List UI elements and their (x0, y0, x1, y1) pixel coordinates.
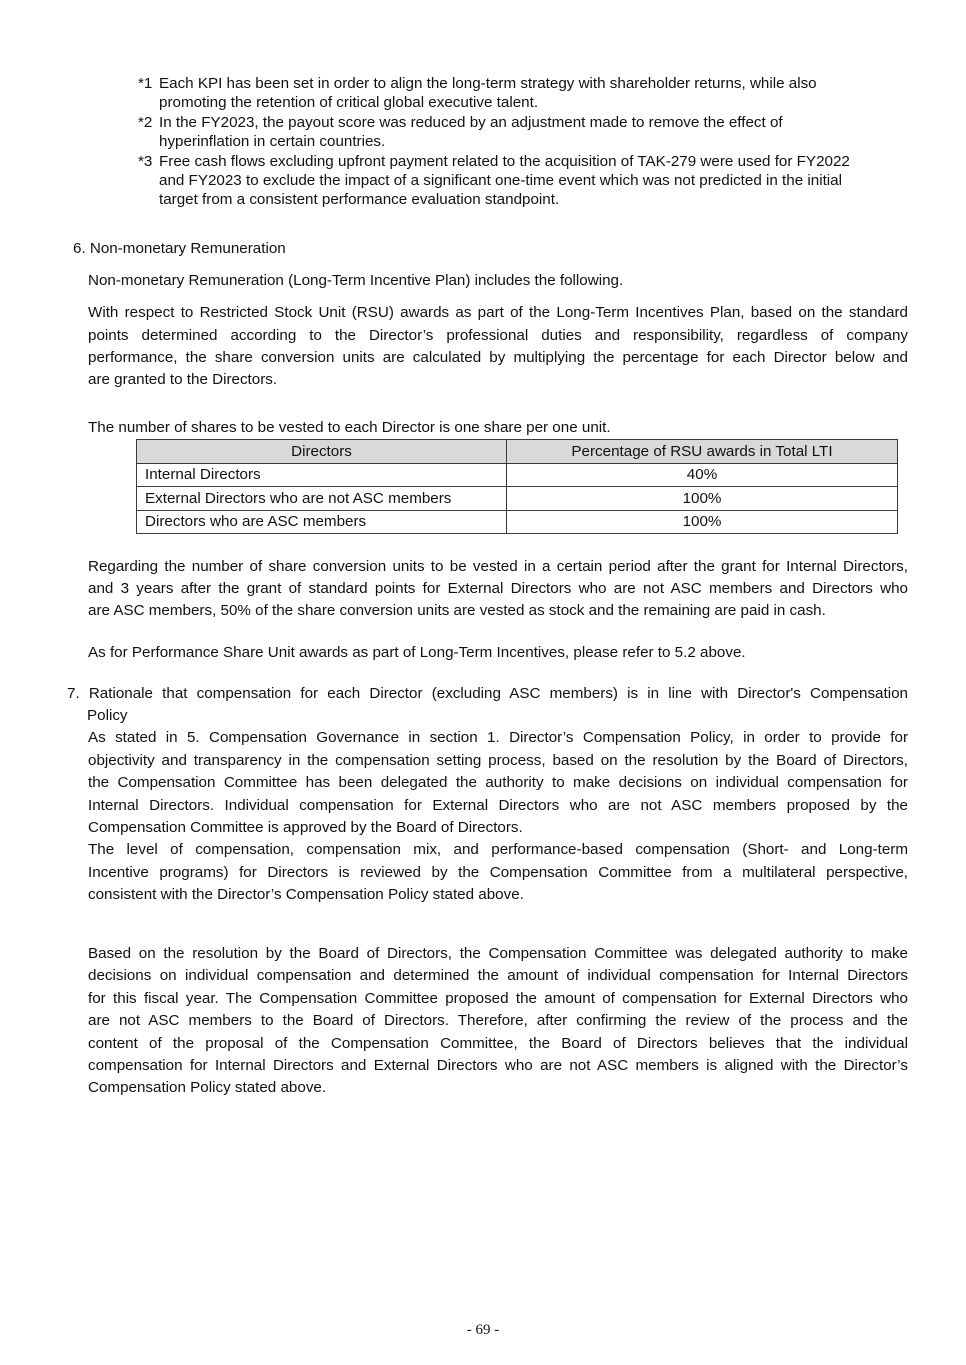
paragraph-line: are not ASC members to the Board of Directors. Therefore, after confirming the review of the process and the (88, 1012, 908, 1029)
paragraph-line: points determined according to the Director’s professional duties and responsibility, regardless of company (88, 327, 908, 344)
footnote-marker: *2 (138, 114, 153, 131)
paragraph-line: are granted to the Directors. (88, 371, 278, 388)
paragraph-line: Compensation Committee is approved by the Board of Directors. (88, 819, 523, 836)
footnote-marker: *3 (138, 153, 153, 170)
table-row (137, 510, 898, 534)
director-type-cell: Directors who are ASC members (137, 510, 507, 534)
section-6-heading: 6. Non-monetary Remuneration (73, 240, 286, 257)
psu-note: As for Performance Share Unit awards as part of Long-Term Incentives, please refer to 5.2 above. (88, 644, 746, 661)
footnote-text: target from a consistent performance evaluation standpoint. (159, 191, 560, 208)
paragraph-line: Regarding the number of share conversion units to be vested in a certain period after the grant for Internal Directors, (88, 558, 908, 575)
table-row (137, 487, 898, 511)
paragraph-line: Internal Directors. Individual compensation for External Directors who are not ASC members proposed by the (88, 797, 908, 814)
heading-line: 7. Rationale that compensation for each Director (excluding ASC members) is in line with Director's Compensation (67, 685, 908, 702)
paragraph-line: objectivity and transparency in the compensation setting process, based on the resolution by the Board of Directors, (88, 752, 908, 769)
column-header-percentage: Percentage of RSU awards in Total LTI (507, 440, 898, 464)
table-row (137, 463, 898, 487)
paragraph-line: As stated in 5. Compensation Governance in section 1. Director’s Compensation Policy, in order to provide for (88, 729, 908, 746)
page-number: - 69 - (466, 1322, 500, 1338)
footnote-text: In the FY2023, the payout score was reduced by an adjustment made to remove the effect of (159, 114, 783, 131)
paragraph-line: With respect to Restricted Stock Unit (RSU) awards as part of the Long-Term Incentives Plan, based on the standard (88, 304, 908, 321)
director-type-cell: Internal Directors (137, 463, 507, 487)
footnote-text: and FY2023 to exclude the impact of a significant one-time event which was not predicted in the initial (159, 172, 842, 189)
paragraph-line: Compensation Policy stated above. (88, 1079, 327, 1096)
paragraph-line: compensation for Internal Directors and External Directors who are not ASC members is aligned with the Director’s (88, 1057, 908, 1074)
rsu-percentage-table (136, 439, 898, 534)
footnote-marker: *1 (138, 75, 153, 92)
percentage-cell: 40% (507, 463, 898, 487)
paragraph-line: are ASC members, 50% of the share conversion units are vested as stock and the remaining are paid in cash. (88, 602, 826, 619)
footnote-text: promoting the retention of critical global executive talent. (159, 94, 539, 111)
footnote-text: hyperinflation in certain countries. (159, 133, 386, 150)
section-6-intro: Non-monetary Remuneration (Long-Term Incentive Plan) includes the following. (88, 272, 624, 289)
paragraph-line: decisions on individual compensation and determined the amount of individual compensation for Internal Directors (88, 967, 908, 984)
paragraph-line: content of the proposal of the Compensation Committee, the Board of Directors believes that the individual (88, 1035, 908, 1052)
percentage-cell: 100% (507, 510, 898, 534)
footnote-text: Free cash flows excluding upfront payment related to the acquisition of TAK-279 were used for FY2022 (159, 153, 850, 170)
shares-note: The number of shares to be vested to each Director is one share per one unit. (88, 419, 611, 436)
director-type-cell: External Directors who are not ASC members (137, 487, 507, 511)
paragraph-line: for this fiscal year. The Compensation Committee proposed the amount of compensation for External Directors who (88, 990, 908, 1007)
paragraph-line: Incentive programs) for Directors is reviewed by the Compensation Committee from a multilateral perspective, (88, 864, 908, 881)
footnote-text: Each KPI has been set in order to align the long-term strategy with shareholder returns, while also (159, 75, 817, 92)
paragraph-line: and 3 years after the grant of standard points for External Directors who are not ASC members and Directors who (88, 580, 908, 597)
paragraph-line: the Compensation Committee has been delegated the authority to make decisions on individual compensation for (88, 774, 908, 791)
paragraph-line: performance, the share conversion units are calculated by multiplying the percentage for each Director below and (88, 349, 908, 366)
column-header-directors: Directors (137, 440, 507, 464)
paragraph-line: The level of compensation, compensation mix, and performance-based compensation (Short- and Long-term (88, 841, 908, 858)
table-header-row (137, 440, 898, 464)
paragraph-line: consistent with the Director’s Compensation Policy stated above. (88, 886, 524, 903)
heading-line: Policy (87, 707, 128, 724)
paragraph-line: Based on the resolution by the Board of Directors, the Compensation Committee was delegated authority to make (88, 945, 908, 962)
percentage-cell: 100% (507, 487, 898, 511)
